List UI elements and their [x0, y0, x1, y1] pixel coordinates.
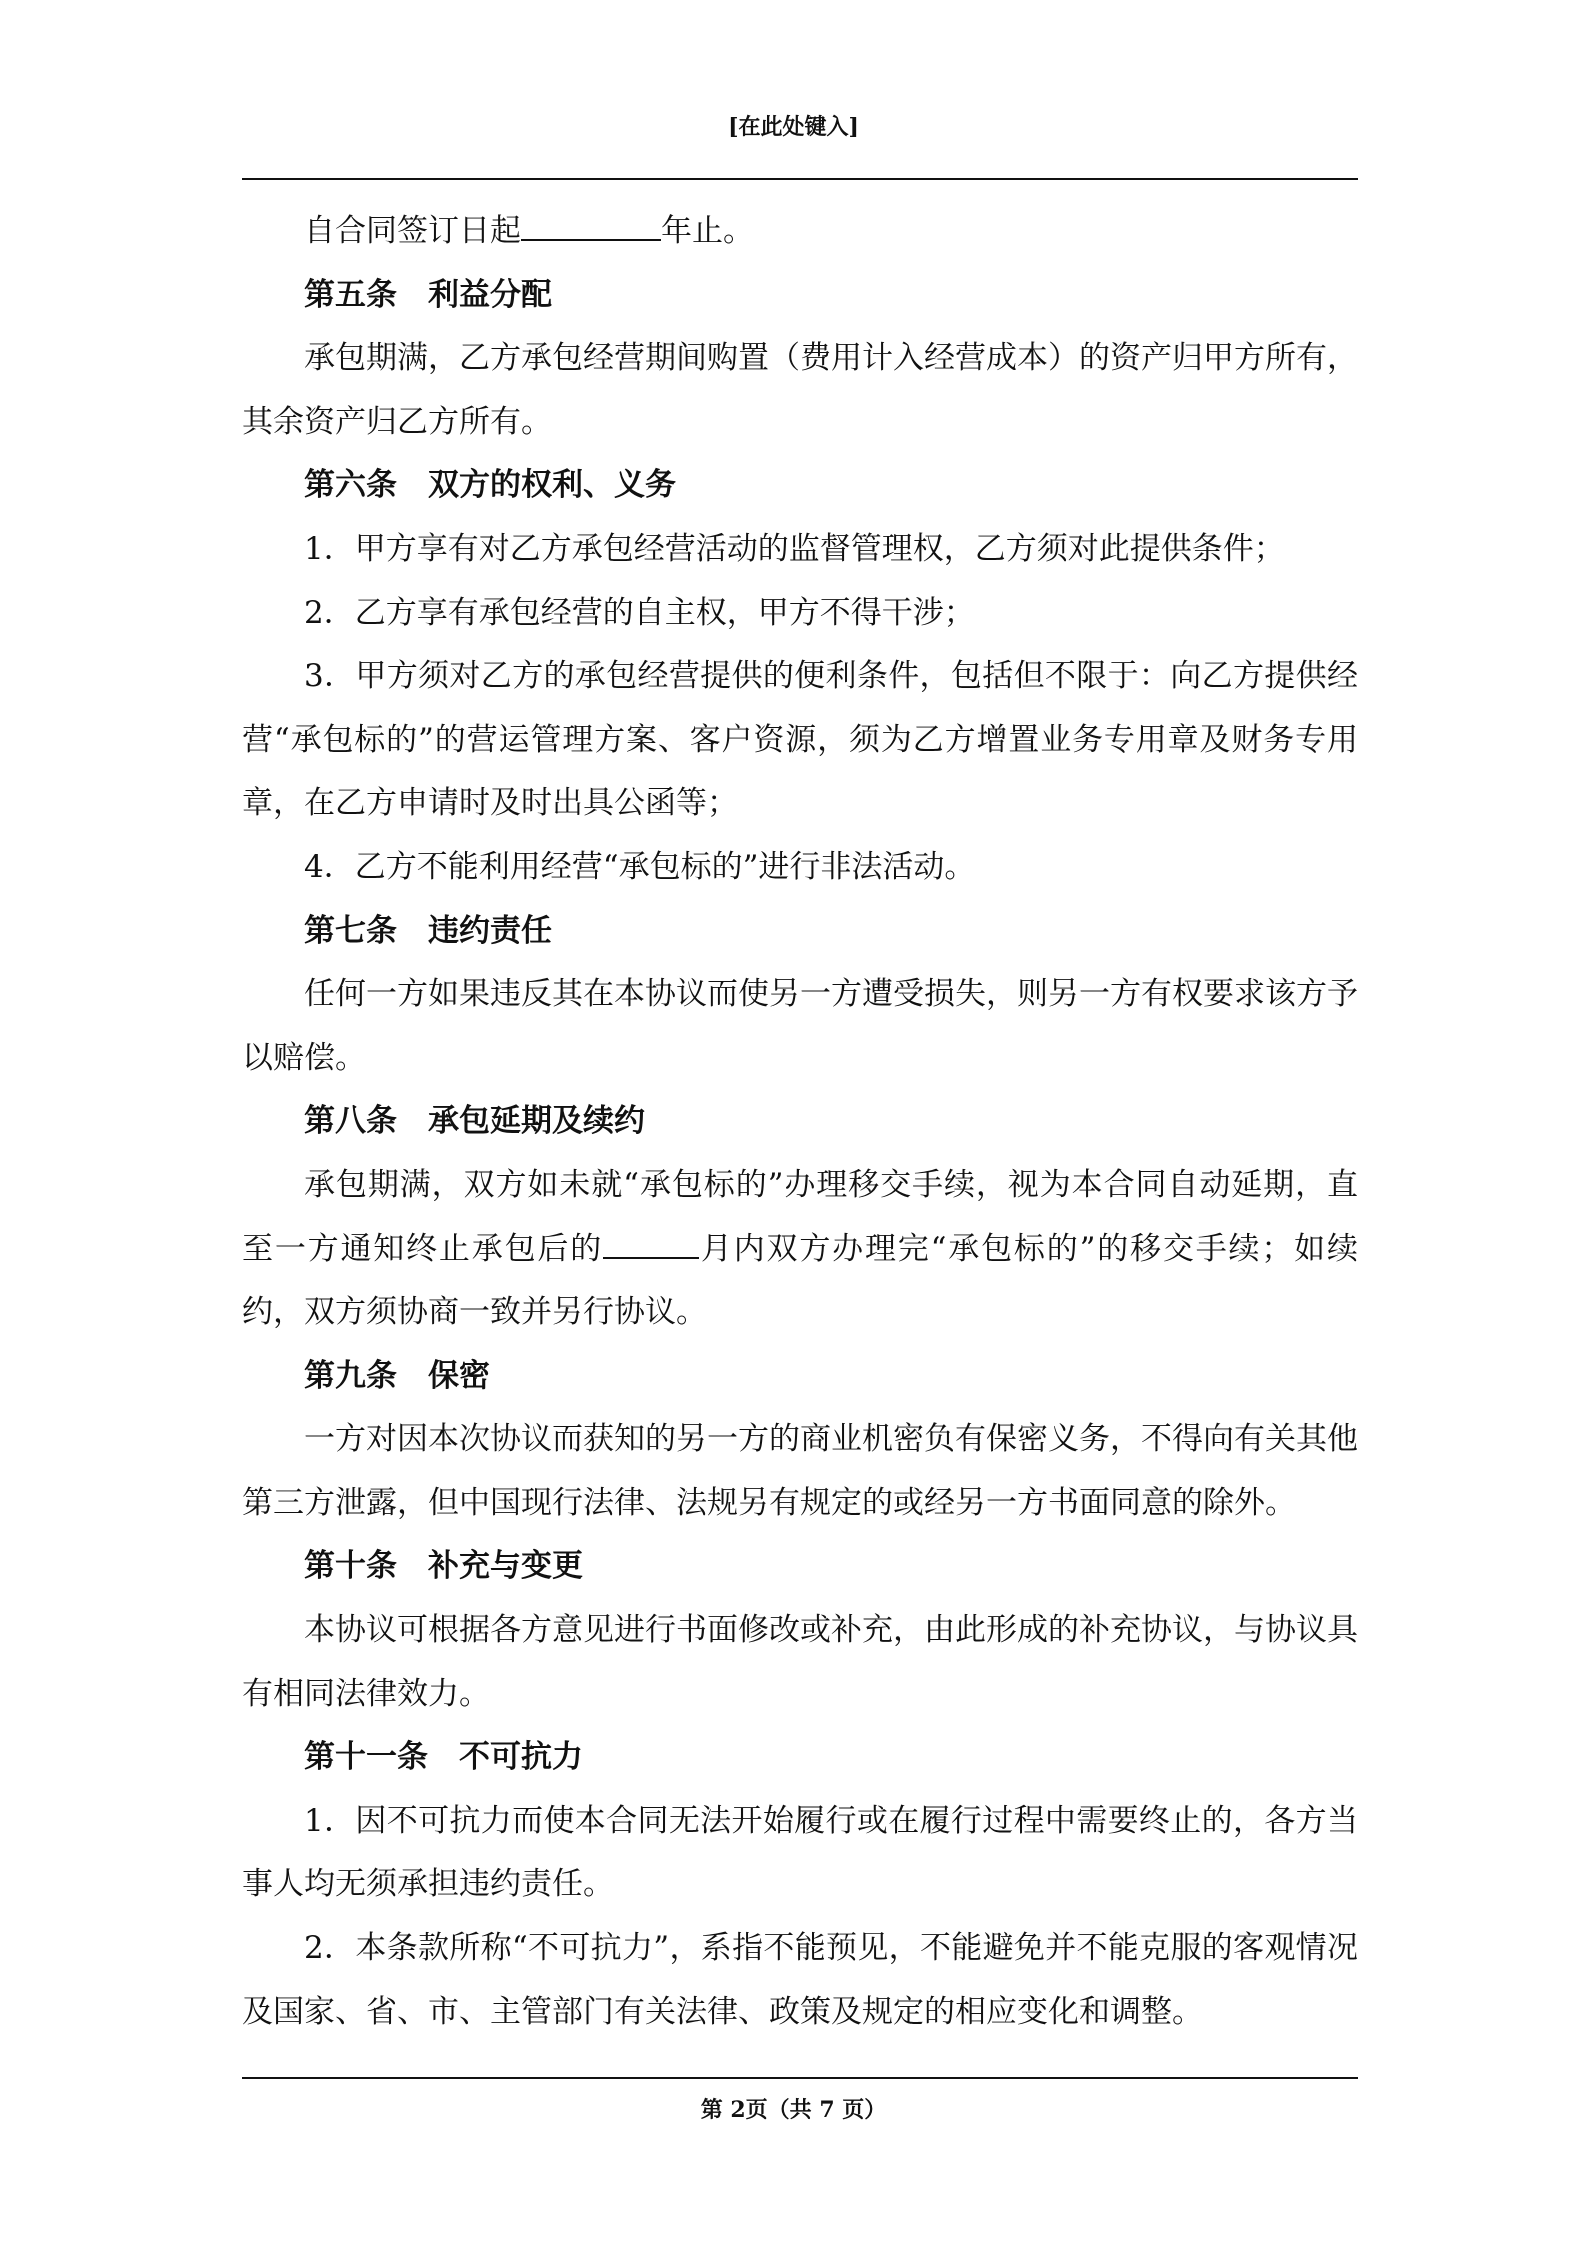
article-5-heading: 第五条 利益分配 [304, 276, 552, 313]
page-footer: 第 2页（共 7 页） [700, 2097, 887, 2123]
article-10-heading: 第十条 补充与变更 [304, 1548, 583, 1585]
article-6-clause-1: 1．甲方享有对乙方承包经营活动的监督管理权，乙方须对此提供条件； [304, 530, 1285, 567]
article-6-heading: 第六条 双方的权利、义务 [304, 467, 676, 504]
article-8-heading: 第八条 承包延期及续约 [304, 1103, 645, 1140]
article-11-heading: 第十一条 不可抗力 [304, 1739, 583, 1776]
article-9-paragraph: 一方对因本次协议而获知的另一方的商业机密负有保密义务，不得向有关其他第三方泄露，但中国现行法律、法规另有规定的或经另一方书面同意的除外。 [242, 1421, 1358, 1521]
article-11-clause-1: 1．因不可抗力而使本合同无法开始履行或在履行过程中需要终止的，各方当事人均无须承担违约责任。 [242, 1802, 1358, 1903]
article-11-clause-2: 2．本条款所称“不可抗力”，系指不能预见，不能避免并不能克服的客观情况及国家、省、市、主管部门有关法律、政策及规定的相应变化和调整。 [242, 1930, 1358, 2030]
article-6-clause-3: 3．甲方须对乙方的承包经营提供的便利条件，包括但不限于：向乙方提供经营“承包标的”的营运管理方案、客户资源，须为乙方增置业务专用章及财务专用章，在乙方申请时及时出具公函等； [242, 658, 1358, 822]
article-5-paragraph: 承包期满，乙方承包经营期间购置（费用计入经营成本）的资产归甲方所有，其余资产归乙方所有。 [242, 340, 1358, 440]
article-8-blank [603, 1227, 699, 1259]
footer-divider [242, 2077, 1358, 2079]
header-divider [242, 178, 1358, 180]
term-end-text-end: 年止。 [661, 213, 754, 249]
article-6-clause-4: 4．乙方不能利用经营“承包标的”进行非法活动。 [304, 848, 976, 885]
article-6-clause-2: 2．乙方享有承包经营的自主权，甲方不得干涉； [304, 594, 975, 631]
document-body [242, 200, 1358, 2044]
article-8-paragraph [242, 1154, 1358, 1345]
article-7-paragraph: 任何一方如果违反其在本协议而使另一方遭受损失，则另一方有权要求该方予以赔偿。 [242, 976, 1358, 1076]
article-8-text-start: 承包期满，双方如未就“承包标的”办理移交手续，视为本合同自动延期，直至一方通知终止承包后的 [242, 1166, 1358, 1267]
term-end-text-start: 自合同签订日起 [304, 213, 521, 249]
article-9-heading: 第九条 保密 [304, 1357, 490, 1394]
article-7-heading: 第七条 违约责任 [304, 912, 552, 949]
term-end-paragraph [242, 200, 1358, 264]
article-10-paragraph: 本协议可根据各方意见进行书面修改或补充，由此形成的补充协议，与协议具有相同法律效力。 [242, 1612, 1358, 1712]
term-end-blank [521, 209, 661, 241]
page-header: [在此处键入] [728, 114, 859, 140]
article-8-text-end: 月内双方办理完“承包标的”的移交手续；如续约，双方须协商一致并另行协议。 [242, 1230, 1358, 1331]
